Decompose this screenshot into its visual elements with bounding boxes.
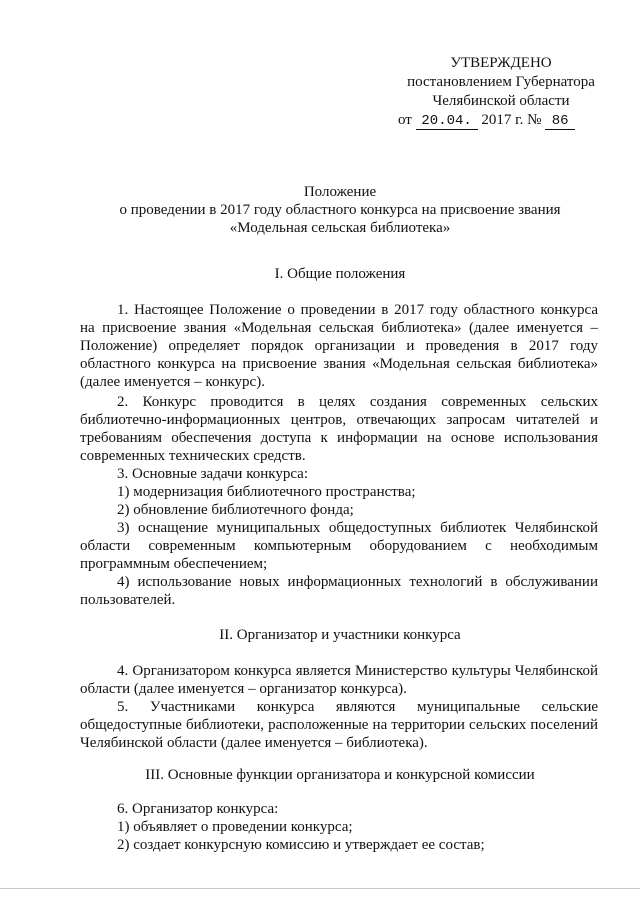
approval-line-region: Челябинской области: [432, 93, 570, 109]
date-prefix: от: [398, 112, 412, 128]
section-2-heading: II. Организатор и участники конкурса: [219, 627, 461, 643]
title-line-1: Положение: [303, 184, 377, 200]
task-item-4: 4) использование новых информационных технологий в обслуживании пользователей.: [80, 574, 598, 608]
section-3-heading: III. Основные функции организатора и конкурсной комиссии: [145, 767, 535, 783]
paragraph-5: 5. Участниками конкурса являются муниципальные сельские общедоступные библиотеки, расположенные на территории сельских поселений Челябинской области (далее именуется – библиотека).: [80, 699, 598, 751]
approval-title: УТВЕРЖДЕНО: [450, 55, 552, 71]
approval-line-decree: постановлением Губернатора: [407, 74, 595, 90]
function-item-1: 1) объявляет о проведении конкурса;: [117, 819, 353, 835]
paragraph-3: 3. Основные задачи конкурса:: [117, 466, 309, 482]
decree-number: 86: [545, 114, 575, 130]
approval-stamp: [396, 54, 606, 130]
date-suffix: 2017 г. №: [481, 112, 542, 128]
paragraph-4: 4. Организатором конкурса является Министерство культуры Челябинской области (далее именуется – организатор конкурса).: [80, 663, 598, 697]
paragraph-2: 2. Конкурс проводится в целях создания современных сельских библиотечно-информационных центров, отвечающих запросам читателей и требованиям обеспечения доступа к информации на основе использования современных технических средств.: [80, 394, 598, 464]
paragraph-6: 6. Организатор конкурса:: [117, 801, 279, 817]
document-title: [80, 183, 600, 237]
task-item-3: 3) оснащение муниципальных общедоступных библиотек Челябинской области современным компьютерным оборудованием с необходимым программным обеспечением;: [80, 520, 598, 572]
section-1-heading: I. Общие положения: [274, 266, 406, 282]
function-item-2: 2) создает конкурсную комиссию и утверждает ее состав;: [117, 837, 485, 853]
title-line-3: «Модельная сельская библиотека»: [229, 220, 451, 236]
task-item-2: 2) обновление библиотечного фонда;: [117, 502, 354, 518]
page-bottom-rule: [0, 888, 640, 889]
title-line-2: о проведении в 2017 году областного конкурса на присвоение звания: [119, 202, 561, 218]
date-value: 20.04.: [416, 114, 478, 130]
approval-date-line: [396, 111, 606, 130]
paragraph-1: 1. Настоящее Положение о проведении в 2017 году областного конкурса на присвоение звания «Модельная сельская библиотека» (далее именуется – Положение) определяет порядок организации и проведения в 2017 году областного конкурса на присвоение звания «Модельная сельская библиотека» (далее именуется – конкурс).: [80, 302, 598, 390]
task-item-1: 1) модернизация библиотечного пространства;: [117, 484, 416, 500]
